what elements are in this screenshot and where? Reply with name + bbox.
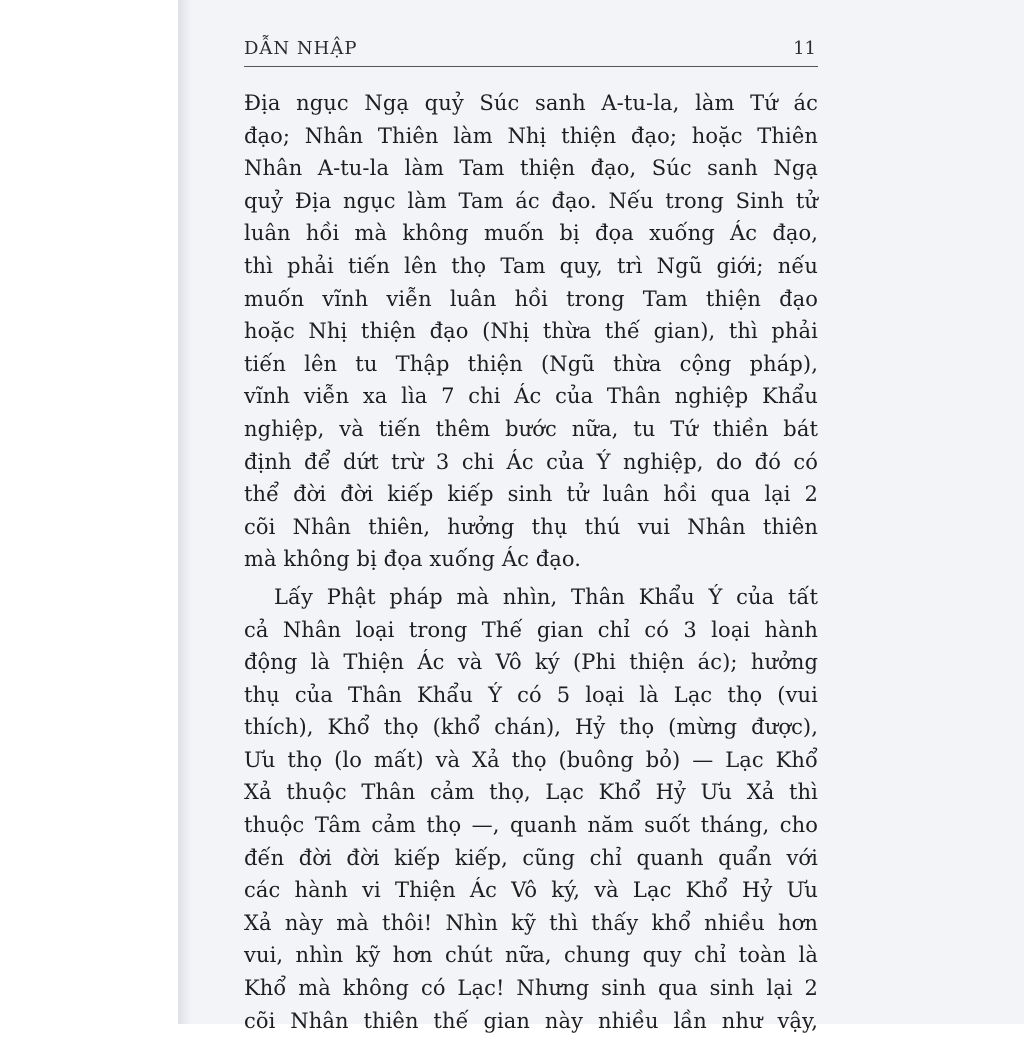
text-line: cõi Nhân thiên, hưởng thụ thú vui Nhân thiên bbox=[244, 514, 818, 539]
text-line: Xả thuộc Thân cảm thọ, Lạc Khổ Hỷ Ưu Xả thì bbox=[244, 780, 818, 805]
text-line: Nhân A-tu-la làm Tam thiện đạo, Súc sanh Ngạ bbox=[244, 156, 818, 181]
text-line: hoặc Nhị thiện đạo (Nhị thừa thế gian), thì phải bbox=[244, 319, 818, 344]
text-line: vĩnh viễn xa lìa 7 chi Ác của Thân nghiệp Khẩu bbox=[244, 384, 818, 409]
page-number: 11 bbox=[793, 38, 816, 59]
text-line: đạo; Nhân Thiên làm Nhị thiện đạo; hoặc Thiên bbox=[244, 123, 818, 148]
text-line: Địa ngục Ngạ quỷ Súc sanh A-tu-la, làm Tứ ác bbox=[244, 91, 818, 115]
text-line: tiến lên tu Thập thiện (Ngũ thừa cộng pháp), bbox=[244, 351, 818, 376]
text-line: động là Thiện Ác và Vô ký (Phi thiện ác); hưởng bbox=[244, 650, 818, 675]
paragraph-1 bbox=[244, 87, 818, 576]
text-line: luân hồi mà không muốn bị đọa xuống Ác đạo, bbox=[244, 221, 818, 246]
text-line: đến đời đời kiếp kiếp, cũng chỉ quanh quẩn với bbox=[244, 845, 818, 870]
text-line: vui, nhìn kỹ hơn chút nữa, chung quy chỉ toàn là bbox=[244, 943, 818, 968]
text-line: cõi Nhân thiên thế gian này nhiều lần như vậy, bbox=[244, 1008, 818, 1033]
page-gutter-shadow bbox=[178, 0, 192, 1024]
text-line: Ưu thọ (lo mất) và Xả thọ (buông bỏ) — Lạc Khổ bbox=[244, 747, 818, 772]
text-line: Xả này mà thôi! Nhìn kỹ thì thấy khổ nhiều hơn bbox=[244, 910, 818, 935]
text-line: nghiệp, và tiến thêm bước nữa, tu Tứ thiền bát bbox=[244, 416, 818, 441]
body-text bbox=[244, 87, 818, 1037]
page-header bbox=[244, 38, 818, 67]
running-head: DẪN NHẬP bbox=[244, 38, 358, 59]
text-line: quỷ Địa ngục làm Tam ác đạo. Nếu trong Sinh tử bbox=[244, 188, 818, 213]
text-line: mà không bị đọa xuống Ác đạo. bbox=[244, 547, 582, 572]
paragraph-2 bbox=[244, 581, 818, 1037]
text-line: cả Nhân loại trong Thế gian chỉ có 3 loại hành bbox=[244, 617, 818, 642]
text-line: định để dứt trừ 3 chi Ác của Ý nghiệp, do đó có bbox=[244, 449, 818, 474]
text-line: muốn vĩnh viễn luân hồi trong Tam thiện đạo bbox=[244, 286, 818, 311]
text-line: thích), Khổ thọ (khổ chán), Hỷ thọ (mừng được), bbox=[244, 715, 818, 740]
text-line: thụ của Thân Khẩu Ý có 5 loại là Lạc thọ (vui bbox=[244, 682, 818, 707]
text-line: Khổ mà không có Lạc! Nhưng sinh qua sinh lại 2 bbox=[244, 976, 818, 1001]
text-line: thì phải tiến lên thọ Tam quy, trì Ngũ giới; nếu bbox=[244, 253, 818, 278]
text-line: thuộc Tâm cảm thọ —, quanh năm suốt tháng, cho bbox=[244, 813, 818, 838]
text-line: thể đời đời kiếp kiếp sinh tử luân hồi qua lại 2 bbox=[244, 482, 818, 507]
text-line: Lấy Phật pháp mà nhìn, Thân Khẩu Ý của tất bbox=[274, 584, 818, 609]
text-line: các hành vi Thiện Ác Vô ký, và Lạc Khổ Hỷ Ưu bbox=[244, 878, 818, 903]
